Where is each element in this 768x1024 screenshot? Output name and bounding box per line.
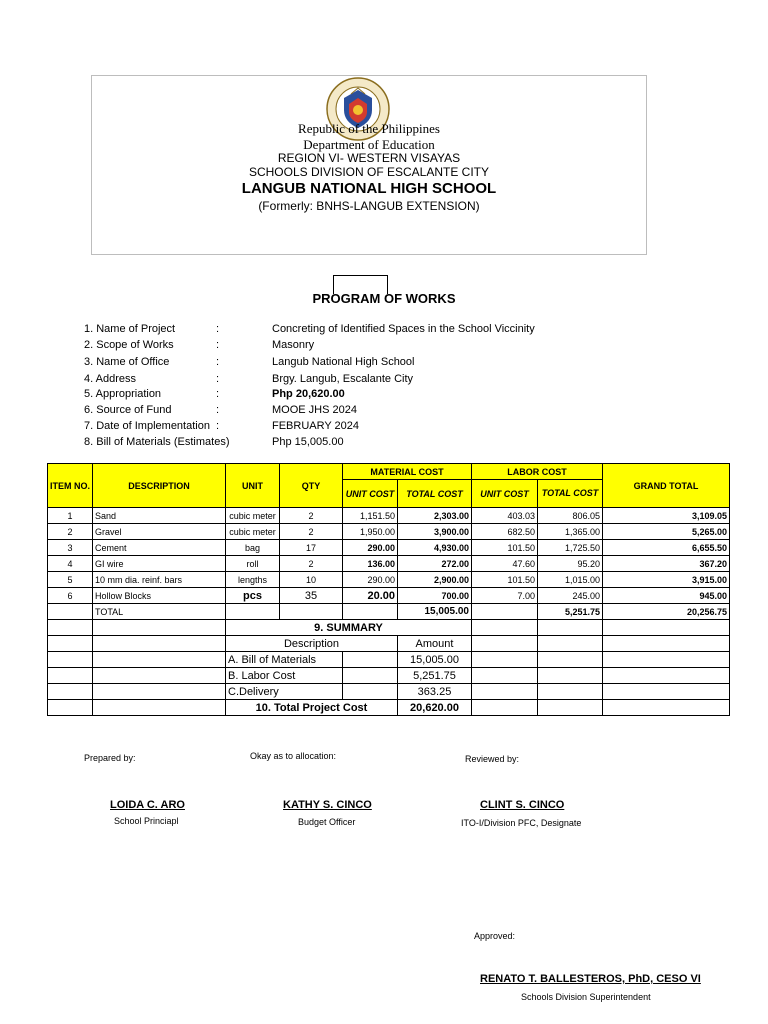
- info-sep: :: [216, 339, 220, 351]
- info-label: 6. Source of Fund: [84, 404, 172, 416]
- summary-title-row: [48, 620, 730, 636]
- cell-qty: 2: [280, 524, 343, 540]
- cell-material-unit-cost: 20.00: [343, 588, 398, 604]
- reviewed-title: ITO-I/Division PFC, Designate: [461, 818, 582, 828]
- table-row: [48, 556, 730, 572]
- cell-grand-total: 6,655.50: [603, 540, 730, 556]
- project-total-label: 10. Total Project Cost: [226, 700, 398, 716]
- cell-item-no: 5: [48, 572, 93, 588]
- cell-description: Cement: [93, 540, 226, 556]
- info-label: 8. Bill of Materials (Estimates): [84, 436, 230, 448]
- cell-grand-total: 945.00: [603, 588, 730, 604]
- info-label: 3. Name of Office: [84, 356, 170, 368]
- cell-material-total-cost: 700.00: [398, 588, 472, 604]
- cell-item-no: 4: [48, 556, 93, 572]
- info-label: 5. Appropriation: [84, 388, 162, 400]
- cell-unit: cubic meter: [226, 524, 280, 540]
- cell-material-total-cost: 3,900.00: [398, 524, 472, 540]
- summary-amount-header: Amount: [398, 636, 472, 652]
- header-grand-total: GRAND TOTAL: [603, 464, 730, 508]
- info-value: Concreting of Identified Spaces in the School Viccinity: [272, 323, 535, 335]
- cell-item-no: 1: [48, 508, 93, 524]
- prepared-name: LOIDA C. ARO: [110, 799, 185, 811]
- project-total-amount: 20,620.00: [398, 700, 472, 716]
- info-label: 1. Name of Project: [84, 323, 176, 335]
- cell-material-unit-cost: 1,151.50: [343, 508, 398, 524]
- summary-amount: 15,005.00: [398, 652, 472, 668]
- info-sep: :: [216, 373, 220, 385]
- header-labor-cost: LABOR COST: [472, 464, 603, 480]
- reviewed-by-label: Reviewed by:: [465, 754, 520, 764]
- summary-row: [48, 684, 730, 700]
- cell-unit: pcs: [226, 588, 280, 604]
- cell-material-unit-cost: 290.00: [343, 540, 398, 556]
- region-line: REGION VI- WESTERN VISAYAS: [277, 151, 461, 165]
- cell-material-total-cost: 4,930.00: [398, 540, 472, 556]
- total-grand: 20,256.75: [603, 604, 730, 620]
- cell-qty: 2: [280, 508, 343, 524]
- table-row: [48, 524, 730, 540]
- header-qty: QTY: [280, 464, 343, 508]
- info-value: Php 15,005.00: [272, 436, 344, 448]
- cell-grand-total: 3,915.00: [603, 572, 730, 588]
- cell-description: Gravel: [93, 524, 226, 540]
- department-line: Department of Education: [303, 137, 435, 152]
- summary-header-row: [48, 636, 730, 652]
- cell-material-total-cost: 272.00: [398, 556, 472, 572]
- info-sep: :: [216, 323, 220, 335]
- division-line: SCHOOLS DIVISION OF ESCALANTE CITY: [248, 165, 490, 179]
- cell-item-no: 2: [48, 524, 93, 540]
- cell-labor-total-cost: 1,365.00: [538, 524, 603, 540]
- cell-unit: lengths: [226, 572, 280, 588]
- summary-row: [48, 652, 730, 668]
- table-row: [48, 572, 730, 588]
- project-total-row: [48, 700, 730, 716]
- summary-desc: A. Bill of Materials: [226, 652, 343, 668]
- summary-desc-header: Description: [226, 636, 398, 652]
- okay-allocation-label: Okay as to allocation:: [250, 751, 337, 761]
- info-sep: :: [216, 356, 220, 368]
- cell-grand-total: 3,109.05: [603, 508, 730, 524]
- cell-item-no: 6: [48, 588, 93, 604]
- approved-name: RENATO T. BALLESTEROS, PhD, CESO VI: [480, 973, 701, 985]
- info-sep: :: [216, 404, 220, 416]
- okay-title: Budget Officer: [298, 817, 356, 827]
- cell-grand-total: 5,265.00: [603, 524, 730, 540]
- summary-row: [48, 668, 730, 684]
- prepared-title: School Princiapl: [114, 816, 179, 826]
- cell-labor-total-cost: 806.05: [538, 508, 603, 524]
- info-sep: :: [216, 388, 220, 400]
- cell-material-unit-cost: 1,950.00: [343, 524, 398, 540]
- header-item-no: ITEM NO.: [48, 464, 93, 508]
- table-row: [48, 540, 730, 556]
- header-labor-total-cost: TOTAL COST: [538, 480, 603, 508]
- total-labor-cost: 5,251.75: [538, 604, 603, 620]
- table-row: [48, 588, 730, 604]
- cell-labor-total-cost: 245.00: [538, 588, 603, 604]
- page-title: PROGRAM OF WORKS: [312, 291, 456, 306]
- cell-labor-total-cost: 1,015.00: [538, 572, 603, 588]
- table-row: [48, 508, 730, 524]
- cell-description: Sand: [93, 508, 226, 524]
- cell-material-total-cost: 2,900.00: [398, 572, 472, 588]
- approved-title: Schools Division Superintendent: [521, 992, 651, 1002]
- info-value: Langub National High School: [272, 356, 415, 368]
- info-label: 4. Address: [84, 373, 136, 385]
- info-value: Php 20,620.00: [272, 388, 345, 400]
- cell-description: Hollow Blocks: [93, 588, 226, 604]
- info-value: Brgy. Langub, Escalante City: [272, 373, 414, 385]
- cell-qty: 17: [280, 540, 343, 556]
- cell-labor-unit-cost: 47.60: [472, 556, 538, 572]
- cell-qty: 10: [280, 572, 343, 588]
- school-name: LANGUB NATIONAL HIGH SCHOOL: [241, 180, 497, 197]
- cell-description: 10 mm dia. reinf. bars: [93, 572, 226, 588]
- republic-line: Republic of the Philippines: [298, 121, 440, 136]
- cell-unit: cubic meter: [226, 508, 280, 524]
- cell-description: GI wire: [93, 556, 226, 572]
- summary-amount: 5,251.75: [398, 668, 472, 684]
- header-labor-unit-cost: UNIT COST: [472, 480, 538, 508]
- summary-title: 9. SUMMARY: [226, 620, 472, 636]
- header-material-unit-cost: UNIT COST: [343, 480, 398, 508]
- header-unit: UNIT: [226, 464, 280, 508]
- header-material-total-cost: TOTAL COST: [398, 480, 472, 508]
- reviewed-name: CLINT S. CINCO: [480, 799, 565, 811]
- formerly-line: (Formerly: BNHS-LANGUB EXTENSION): [258, 199, 480, 213]
- cell-item-no: 3: [48, 540, 93, 556]
- info-label: 7. Date of Implementation: [84, 420, 210, 432]
- cell-qty: 2: [280, 556, 343, 572]
- cost-table: [47, 463, 730, 716]
- cell-unit: bag: [226, 540, 280, 556]
- info-value: FEBRUARY 2024: [272, 420, 360, 432]
- info-value: MOOE JHS 2024: [272, 404, 357, 416]
- info-sep: :: [216, 420, 220, 432]
- header-description: DESCRIPTION: [93, 464, 226, 508]
- cell-labor-total-cost: 1,725.50: [538, 540, 603, 556]
- total-material-cost: 15,005.00: [398, 604, 472, 620]
- cell-material-unit-cost: 290.00: [343, 572, 398, 588]
- cell-labor-unit-cost: 101.50: [472, 540, 538, 556]
- prepared-by-label: Prepared by:: [84, 753, 136, 763]
- info-value: Masonry: [272, 339, 315, 351]
- summary-amount: 363.25: [398, 684, 472, 700]
- okay-name: KATHY S. CINCO: [283, 799, 372, 811]
- approved-label: Approved:: [474, 931, 516, 941]
- cell-labor-unit-cost: 403.03: [472, 508, 538, 524]
- total-label: TOTAL: [93, 604, 226, 620]
- cell-qty: 35: [280, 588, 343, 604]
- cell-labor-unit-cost: 7.00: [472, 588, 538, 604]
- summary-desc: B. Labor Cost: [226, 668, 343, 684]
- cell-labor-total-cost: 95.20: [538, 556, 603, 572]
- cell-grand-total: 367.20: [603, 556, 730, 572]
- info-label: 2. Scope of Works: [84, 339, 174, 351]
- summary-desc: C.Delivery: [226, 684, 343, 700]
- total-row: [48, 604, 730, 620]
- cell-labor-unit-cost: 101.50: [472, 572, 538, 588]
- cell-unit: roll: [226, 556, 280, 572]
- cell-labor-unit-cost: 682.50: [472, 524, 538, 540]
- cell-material-total-cost: 2,303.00: [398, 508, 472, 524]
- header-material-cost: MATERIAL COST: [343, 464, 472, 480]
- cell-material-unit-cost: 136.00: [343, 556, 398, 572]
